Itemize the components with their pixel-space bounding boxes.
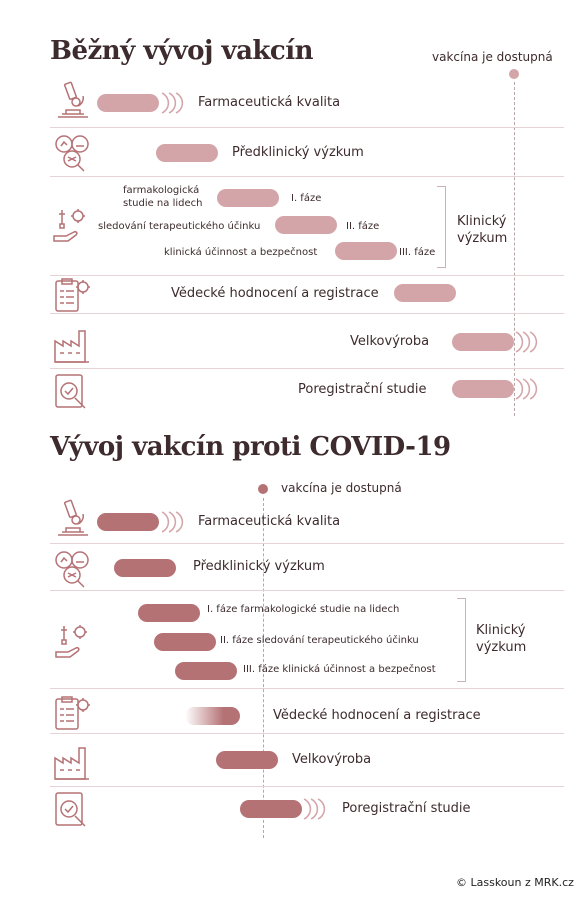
section2-availability-label: vakcína je dostupná — [281, 481, 402, 495]
label-pharma: Farmaceutická kvalita — [198, 514, 341, 529]
phase1-label: I. fáze farmakologické studie na lidech — [207, 604, 400, 615]
label-preclinical: Předklinický výzkum — [232, 145, 364, 160]
clinical-label: Klinický výzkum — [476, 623, 527, 655]
row-divider — [50, 275, 564, 276]
label-postreg: Poregistrační studie — [298, 382, 427, 397]
bar-phase3 — [335, 242, 397, 260]
bar-phase3 — [175, 662, 237, 680]
bar-preclinical — [114, 559, 176, 577]
bar-fade-arcs — [512, 376, 542, 402]
analysis-icon — [52, 548, 92, 588]
row-divider — [50, 176, 564, 177]
bar-fade-arcs — [158, 90, 188, 116]
section1-availability-label: vakcína je dostupná — [432, 50, 553, 64]
row-divider — [50, 127, 564, 128]
phase3-description: klinická účinnost a bezpečnost — [164, 247, 318, 258]
factory-icon — [52, 325, 92, 365]
credit-text: © Lasskoun z MRK.cz — [456, 876, 574, 889]
row-divider — [50, 590, 564, 591]
label-production: Velkovýroba — [292, 752, 372, 767]
row-divider — [50, 688, 564, 689]
bar-fade-arcs — [512, 329, 542, 355]
section2-availability-dot — [258, 484, 268, 494]
bar-postreg — [452, 380, 514, 398]
bar-fade-arcs — [300, 796, 330, 822]
label-registration: Vědecké hodnocení a registrace — [273, 708, 481, 723]
bar-pharma — [97, 513, 159, 531]
bar-production — [452, 333, 514, 351]
section1-availability-dot — [509, 69, 519, 79]
bar-preclinical — [156, 144, 218, 162]
bar-registration — [185, 707, 240, 725]
row-divider — [50, 313, 564, 314]
clipboard-gear-icon — [52, 275, 92, 315]
bar-postreg — [240, 800, 302, 818]
phase2-description: sledování terapeutického účinku — [98, 221, 261, 232]
label-production: Velkovýroba — [350, 334, 430, 349]
microscope-icon — [52, 80, 92, 120]
row-divider — [50, 368, 564, 369]
vaccine-hand-icon — [52, 622, 92, 662]
clinical-bracket — [457, 598, 466, 682]
vaccine-hand-icon — [50, 206, 90, 246]
phase2-label: II. fáze sledování terapeutického účinku — [220, 635, 419, 646]
bar-pharma — [97, 94, 159, 112]
bar-fade-arcs — [158, 509, 188, 535]
phase3-label: III. fáze klinická účinnost a bezpečnost — [243, 664, 436, 675]
bar-production — [216, 751, 278, 769]
phase1-label: I. fáze — [291, 193, 322, 204]
label-pharma: Farmaceutická kvalita — [198, 95, 341, 110]
clinical-bracket — [437, 186, 446, 268]
document-check-icon — [52, 790, 92, 830]
bar-phase1 — [217, 189, 279, 207]
microscope-icon — [52, 498, 92, 538]
factory-icon — [52, 742, 92, 782]
phase1-description: farmakologická studie na lidech — [123, 185, 203, 209]
section2-title: Vývoj vakcín proti COVID-19 — [50, 432, 451, 462]
row-divider — [50, 786, 564, 787]
section1-title: Běžný vývoj vakcín — [50, 36, 314, 66]
bar-phase1 — [138, 604, 200, 622]
document-check-icon — [52, 372, 92, 412]
row-divider — [50, 733, 564, 734]
bar-phase2 — [154, 633, 216, 651]
bar-phase2 — [275, 216, 337, 234]
phase2-label: II. fáze — [346, 221, 380, 232]
row-divider — [50, 543, 564, 544]
section1-availability-line — [514, 82, 515, 416]
label-postreg: Poregistrační studie — [342, 801, 471, 816]
label-preclinical: Předklinický výzkum — [193, 559, 325, 574]
clinical-label: Klinický výzkum — [457, 214, 508, 246]
clipboard-gear-icon — [52, 693, 92, 733]
bar-registration — [394, 284, 456, 302]
label-registration: Vědecké hodnocení a registrace — [171, 286, 379, 301]
phase3-label: III. fáze — [399, 247, 436, 258]
analysis-icon — [52, 132, 92, 172]
